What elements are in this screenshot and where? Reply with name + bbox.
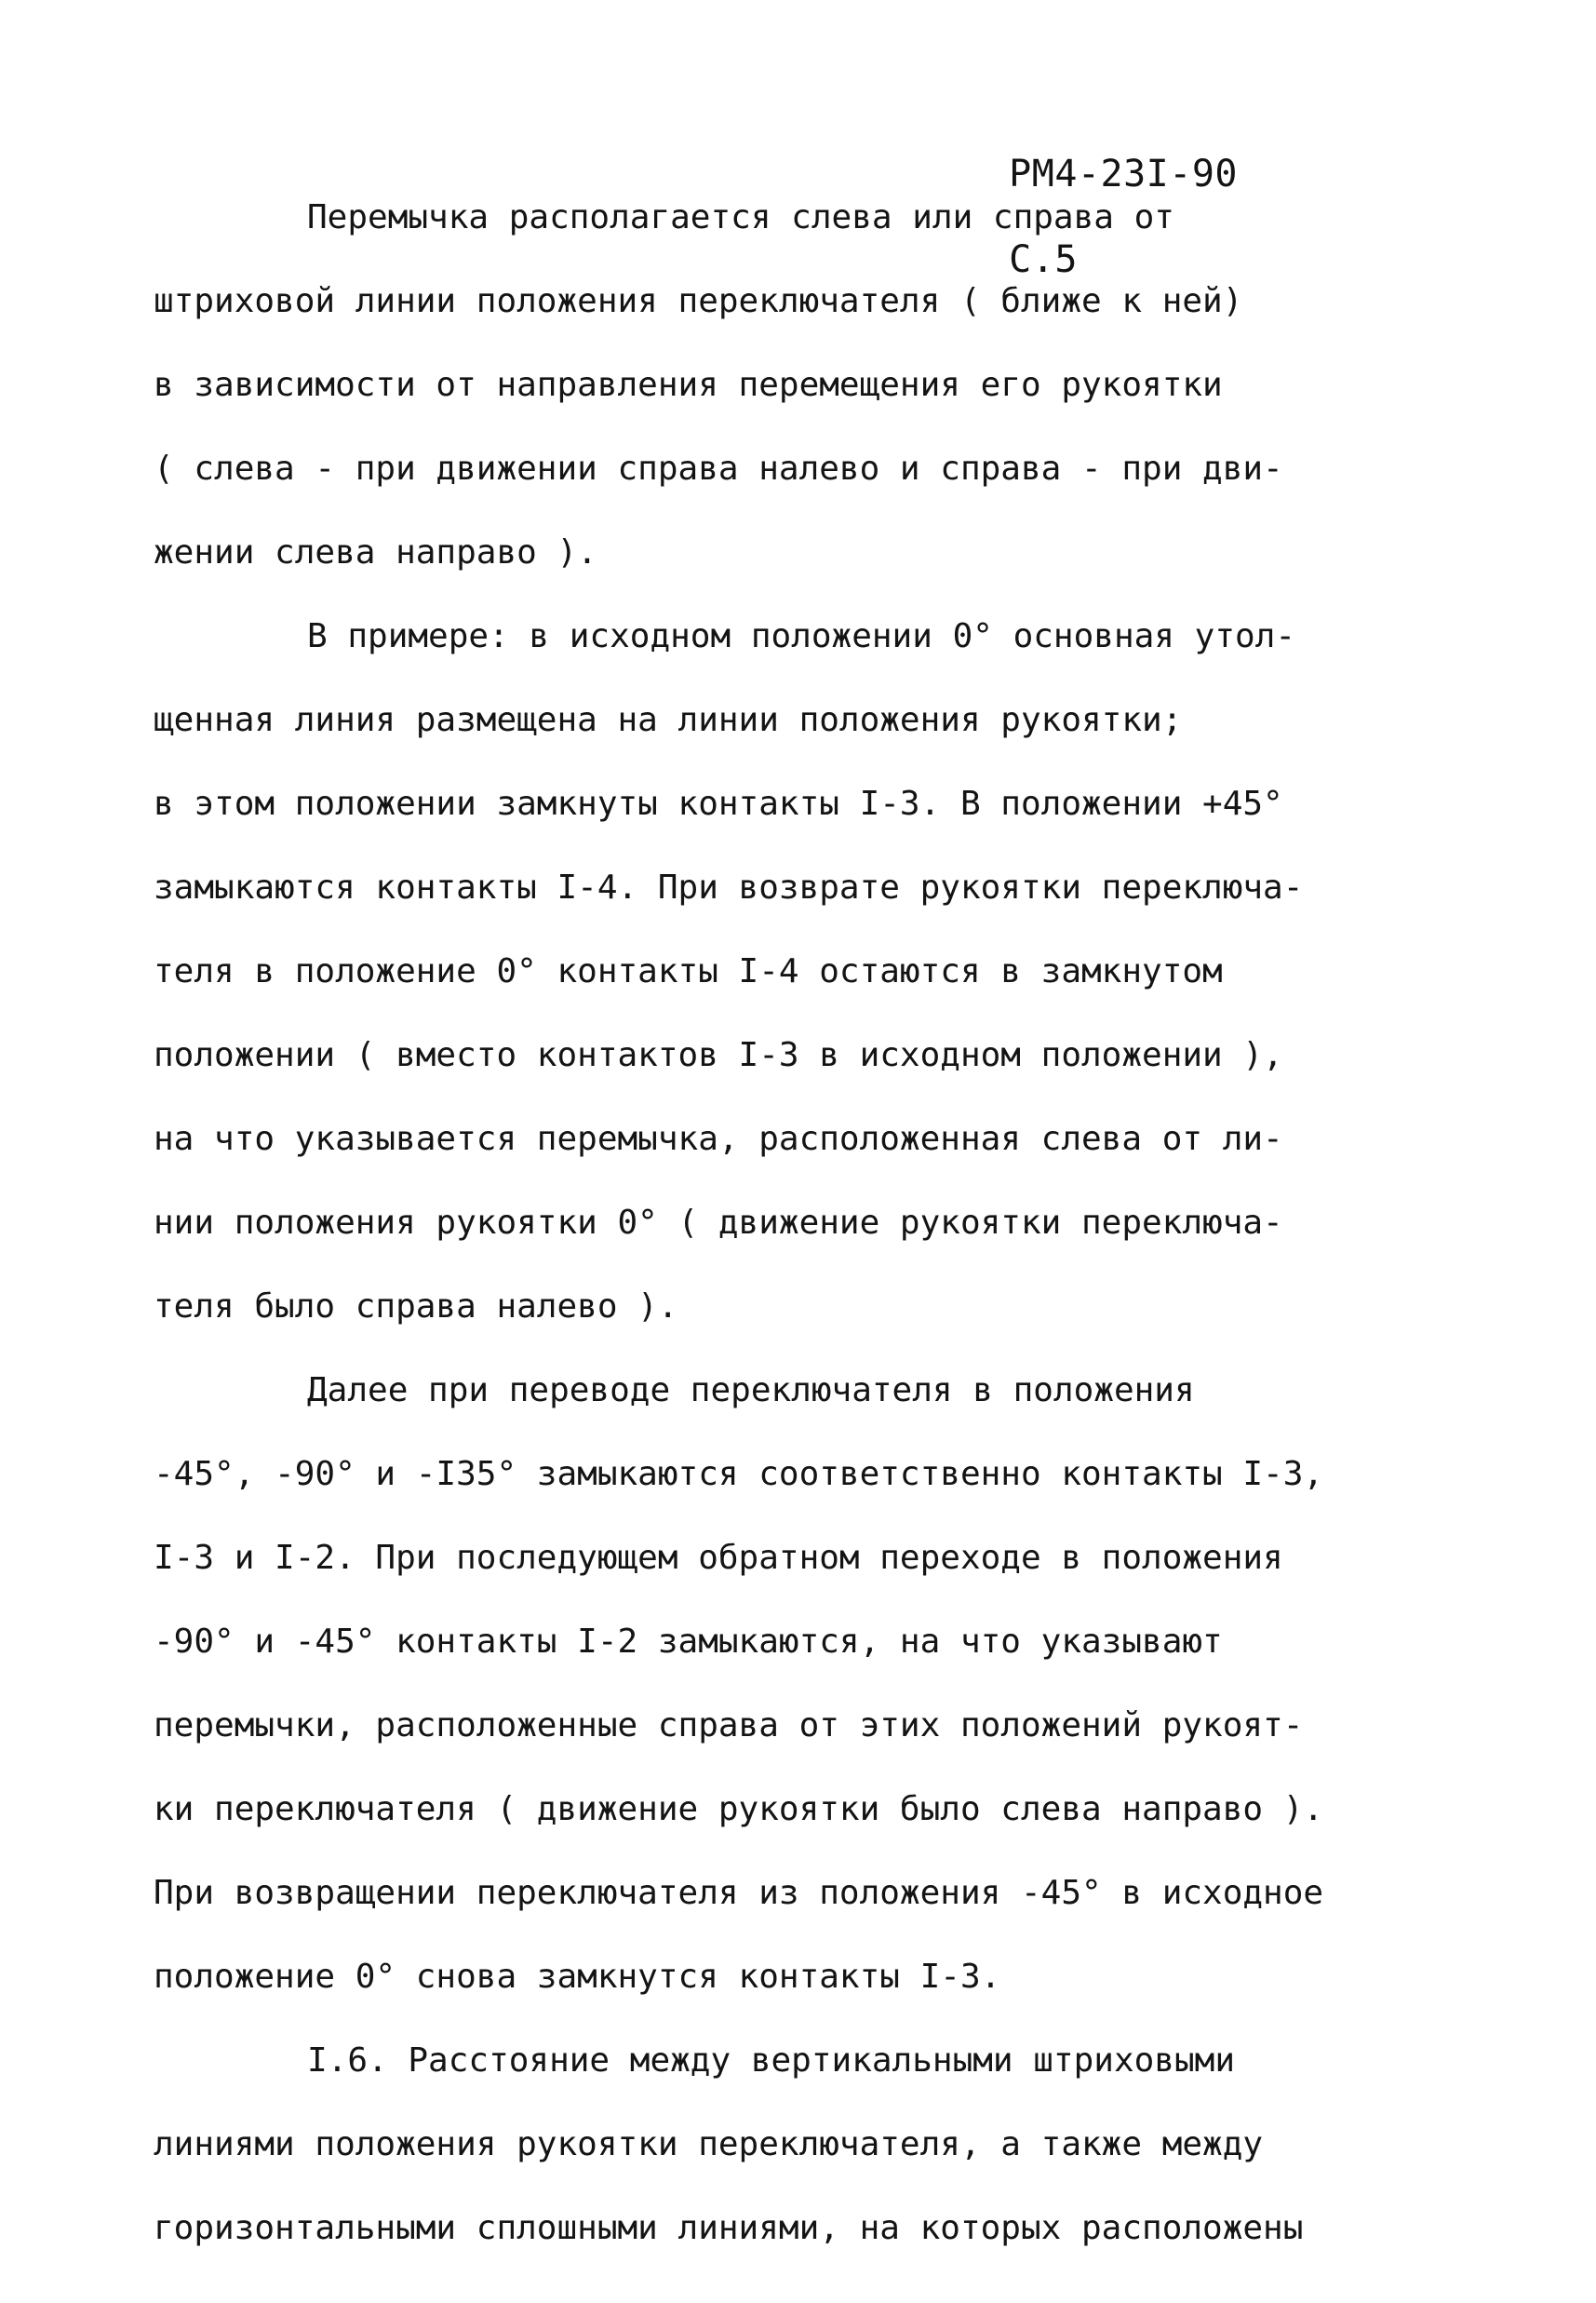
paragraph-line: Перемычка располагается слева или справа от [307,198,1174,236]
paragraph-line: теля в положение 0° контакты I-4 остаются в замкнутом [154,952,1223,990]
paragraph-line: замыкаются контакты I-4. При возврате рукоятки переключа- [154,869,1304,907]
paragraph-line: в этом положении замкнуты контакты I-3. В положении +45° [154,785,1283,823]
paragraph-line: горизонтальными сплошными линиями, на которых расположены [154,2209,1304,2247]
paragraph-line: Далее при переводе переключателя в положения [307,1371,1195,1409]
paragraph-line: штриховой линии положения переключателя ( ближе к ней) [154,282,1243,320]
paragraph-line: ( слева - при движении справа налево и справа - при дви- [154,450,1283,488]
document-code: РМ4-23I-90 [1009,153,1238,195]
paragraph-line: ки переключателя ( движение рукоятки было слева направо ). [154,1790,1324,1828]
paragraph-line: I.6. Расстояние между вертикальными штриховыми [307,2041,1235,2080]
paragraph-line: При возвращении переключателя из положения -45° в исходное [154,1874,1324,1912]
page-number: С.5 [1009,238,1078,281]
paragraph-line: теля было справа налево ). [154,1287,678,1326]
paragraph-line: В примере: в исходном положении 0° основная утол- [307,617,1296,655]
paragraph-line: линиями положения рукоятки переключателя, а также между [154,2125,1264,2163]
paragraph-line: на что указывается перемычка, расположенная слева от ли- [154,1120,1283,1158]
paragraph-line: I-3 и I-2. При последующем обратном переходе в положения [154,1539,1283,1577]
paragraph-line: щенная линия размещена на линии положения рукоятки; [154,701,1183,739]
paragraph-line: положении ( вместо контактов I-3 в исходном положении ), [154,1036,1283,1074]
paragraph-line: в зависимости от направления перемещения его рукоятки [154,366,1223,404]
paragraph-line: -45°, -90° и -I35° замыкаются соответственно контакты I-3, [154,1455,1324,1493]
paragraph-line: жении слева направо ). [154,533,597,572]
paragraph-line: положение 0° снова замкнутся контакты I-3. [154,1958,1001,1996]
paragraph-line: нии положения рукоятки 0° ( движение рукоятки переключа- [154,1204,1283,1242]
paragraph-line: перемычки, расположенные справа от этих положений рукоят- [154,1706,1304,1744]
paragraph-line: -90° и -45° контакты I-2 замыкаются, на что указывают [154,1623,1223,1661]
